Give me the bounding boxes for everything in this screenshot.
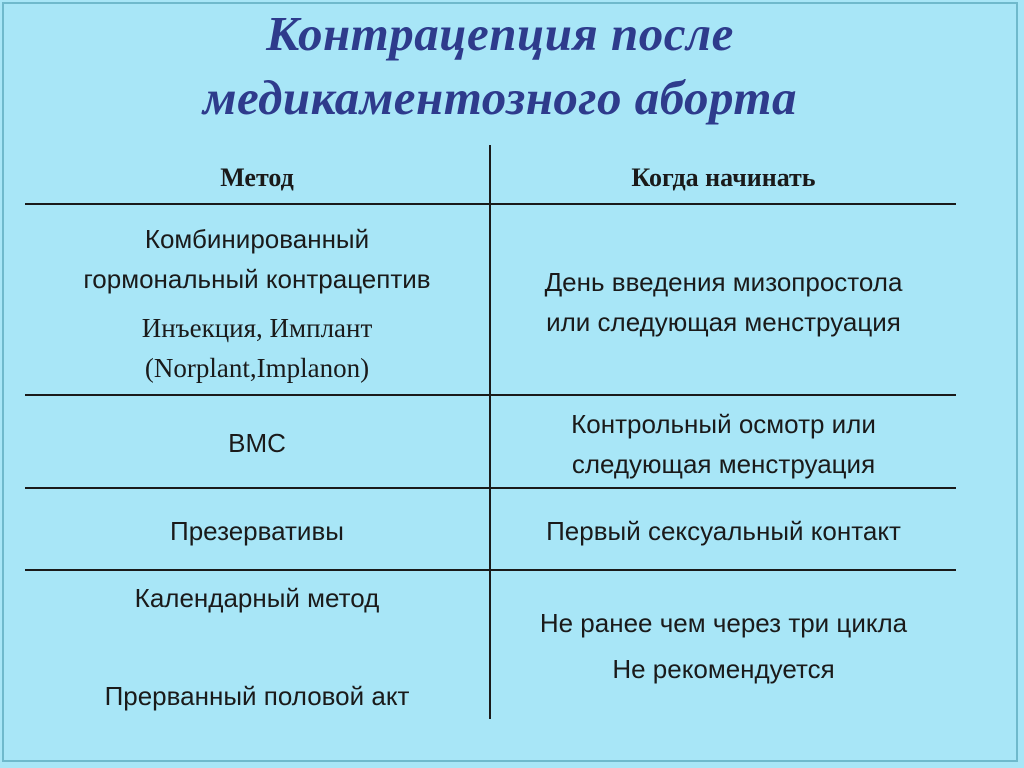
- row-4-when: [491, 603, 956, 689]
- row-1-when: [491, 262, 956, 342]
- row-4-method-2: [25, 676, 489, 716]
- row-3-method-line-1: Презервативы: [170, 516, 344, 546]
- row-1-method-extra: [25, 308, 489, 388]
- row-3-when-line-1: Первый сексуальный контакт: [546, 516, 901, 546]
- row-1-when-line-1: День введения мизопростола: [544, 267, 903, 297]
- title-line-1: Контрацепция после: [266, 6, 734, 61]
- row-4-method-1: [25, 578, 489, 618]
- table-row-divider-3: [25, 569, 956, 571]
- row-3-when: [491, 511, 956, 551]
- row-3-method: [25, 511, 489, 551]
- table-row-divider-2: [25, 487, 956, 489]
- header-when: Когда начинать: [631, 163, 816, 192]
- slide-title: [0, 2, 1000, 130]
- row-1-method-line-4: (Norplant,Implanon): [144, 353, 370, 383]
- row-1-method-line-3: Инъекция, Имплант: [141, 313, 373, 343]
- row-4-when-line-2: Не рекомендуется: [612, 654, 835, 684]
- row-2-method-line-1: ВМС: [228, 428, 286, 458]
- title-line-2: медикаментозного аборта: [202, 70, 798, 125]
- row-2-when-line-2: следующая менструация: [571, 449, 876, 479]
- row-1-when-line-2: или следующая менструация: [546, 307, 901, 337]
- table-row-divider-1: [25, 394, 956, 396]
- row-2-when: [491, 404, 956, 484]
- row-1-method: [25, 219, 489, 299]
- table-header-divider: [25, 203, 956, 205]
- row-4-method-line-1: Календарный метод: [134, 583, 380, 613]
- row-1-method-line-1: Комбинированный: [144, 224, 370, 254]
- row-2-when-line-1: Контрольный осмотр или: [571, 409, 876, 439]
- row-4-when-line-1: Не ранее чем через три цикла: [539, 608, 908, 638]
- header-method: Метод: [220, 163, 294, 192]
- row-1-method-line-2: гормональный контрацептив: [83, 264, 431, 294]
- row-2-method: [25, 423, 489, 463]
- row-4-method-line-2: Прерванный половой акт: [104, 681, 410, 711]
